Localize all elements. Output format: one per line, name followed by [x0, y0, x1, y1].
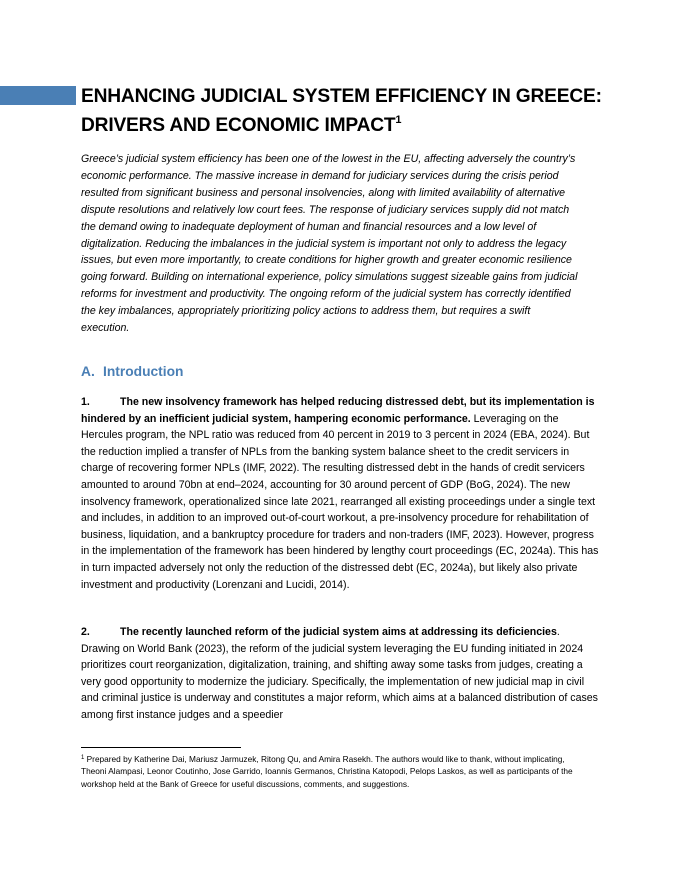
- footnote-text: Prepared by Katherine Dai, Mariusz Jarmuzek, Ritong Qu, and Amira Rasekh. The authors would like to thank, without implicating, Theoni Alampasi, Leonor Coutinho, Jose Garrido, Ioannis Germanos, Christina Katopodi, Pelops Laskos, as well as participants of the workshop held at the Bank of Greece for useful discussions, comments, and suggestions.: [81, 754, 573, 789]
- section-number: A.: [81, 364, 95, 379]
- footnote-number: 1: [81, 755, 85, 761]
- title-footnote-ref[interactable]: 1: [395, 114, 402, 126]
- paragraph-number: 2.: [81, 626, 90, 638]
- page-title: [81, 82, 651, 140]
- paragraph-number: 1.: [81, 396, 90, 408]
- paragraph-lead: The new insolvency framework has helped reducing distressed debt, but its implementation is hindered by an inefficient judicial system, hampering economic performance.: [81, 396, 595, 425]
- title-line-1: ENHANCING JUDICIAL SYSTEM EFFICIENCY IN GREECE:: [81, 86, 602, 107]
- paragraph-body: . Drawing on World Bank (2023), the reform of the judicial system leveraging the EU funding initiated in 2024 prioritizes court reorganization, digitalization, training, and shifting away some tasks from judges, creating a very good opportunity to modernize the judiciary. Specifically, the implementation of new judicial map in civil and criminal justice is underway and constitutes a major reform, which aims at a balanced distribution of cases among first instance judges and a speedier: [81, 626, 598, 721]
- paragraph-2: [81, 624, 600, 724]
- footnote-divider: [81, 747, 241, 748]
- title-line-2: DRIVERS AND ECONOMIC IMPACT: [81, 115, 396, 136]
- title-accent-bar: [0, 86, 76, 105]
- abstract: Greece’s judicial system efficiency has been one of the lowest in the EU, affecting adversely the country’s economic performance. The massive increase in demand for judiciary services during the crisis period resulted from significant business and personal insolvencies, along with limited availability of alternative dispute resolutions and relatively low court fees. The response of judiciary services supply did not match the demand owing to inadequate deployment of human and financial resources and a low level of digitalization. Reducing the imbalances in the judicial system is important not only to address the legacy issues, but even more importantly, to create conditions for higher growth and greater economic resilience going forward. Building on international experience, policy simulations suggest sizeable gains from judicial reforms for investment and productivity. The ongoing reform of the judicial system has correctly identified the key imbalances, appropriately prioritizing policy actions to address them, but requires a swift execution.: [81, 153, 578, 335]
- paragraph-body: Leveraging on the Hercules program, the NPL ratio was reduced from 40 percent in 2019 to 3 percent in 2024 (EBA, 2024). But the reduction implied a transfer of NPLs from the banking system balance sheet to the credit servicers in charge of recovering former NPLs (IMF, 2022). The resulting distressed debt in the hands of credit servicers amounted to around 70bn at end–2024, accounting for 30 around percent of GDP (BoG, 2024). The new insolvency framework, operationalized since late 2021, rearranged all existing proceedings under a single text and includes, in addition to an improved out-of-court workout, a pre-insolvency procedure for rehabilitation of business, liquidation, and a bankruptcy procedure for traders and non-traders (IMF, 2023). However, progress in the implementation of the framework has been hindered by lengthy court proceedings (EC, 2024a). This has in turn impacted adversely not only the reduction of the distressed debt (EC, 2024a), but likely also private investment and productivity (Lorenzani and Lucidi, 2014).: [81, 412, 599, 591]
- footnote: [81, 753, 591, 790]
- paragraph-lead: The recently launched reform of the judicial system aims at addressing its deficiencies: [120, 626, 557, 638]
- section-title: Introduction: [103, 364, 184, 379]
- section-heading: [81, 362, 183, 382]
- paragraph-1: [81, 394, 600, 593]
